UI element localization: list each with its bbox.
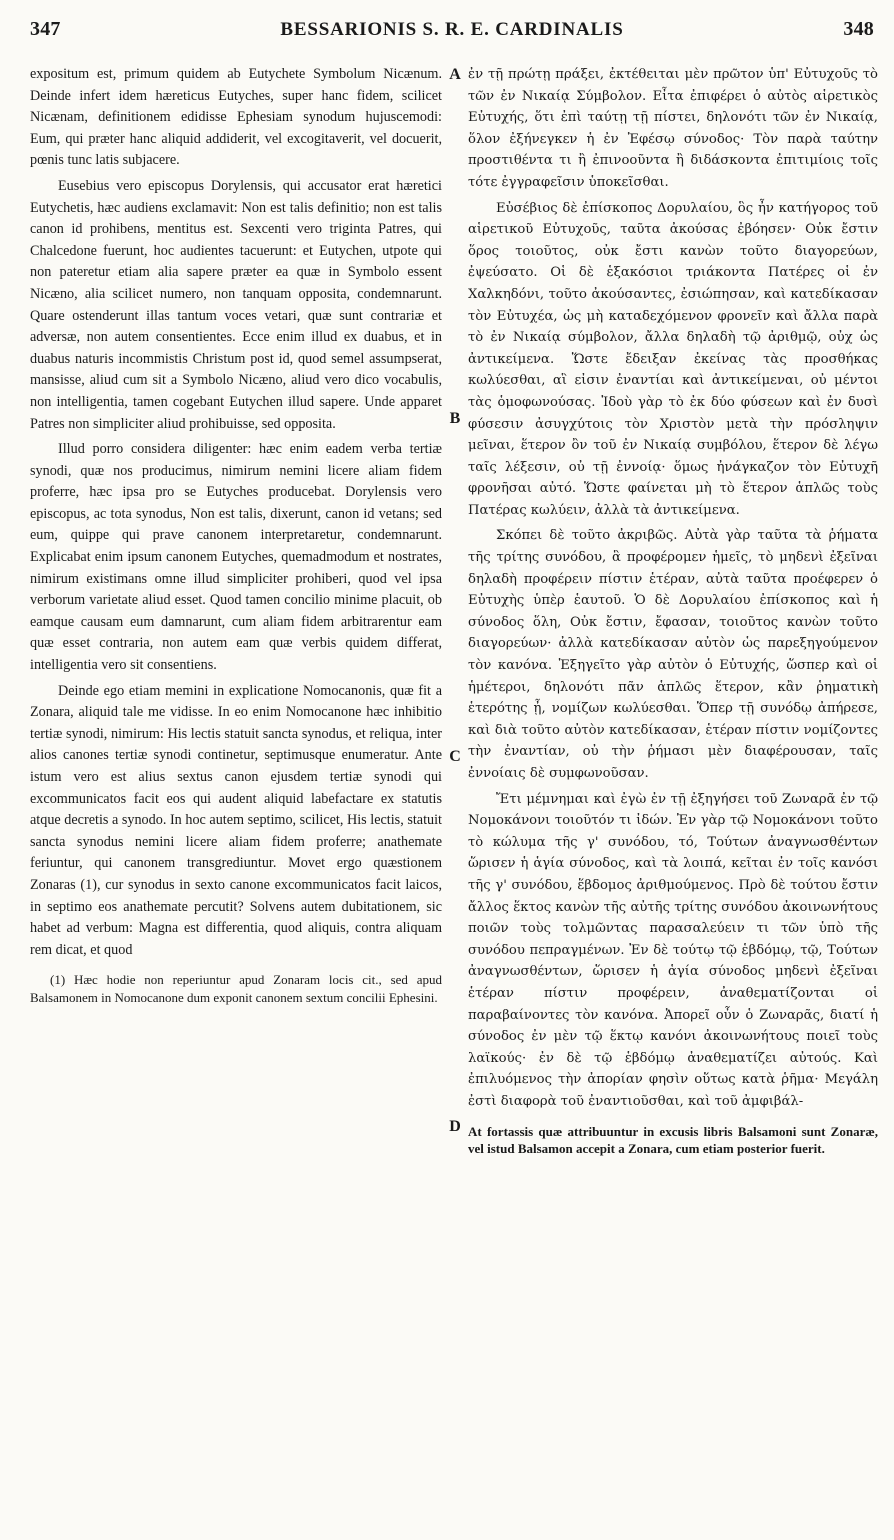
latin-paragraph: Illud porro considera diligenter: hæc enim eadem verba tertiæ synodi, quæ nos producimus, nimirum nemini licere aliam fidem proferre, hæc ipsa pro se Eutyches producebat. Dorylensis vero episcopus, ac tota synodus, Non est talis, dixerunt, canon id vetans; sed eum, quippe qui prave canonem interpretaretur, condemnarunt. Explicabat enim ipsum canonem Eutyches, quemadmodum et nostrates, nimirum existimans omne illud simpliciter prohiberi, quod vel ipsa verborum varietate aliud esset. Quod tamen concilio minime placuit, ob eamque causam eum damnarunt, cum aliam fidem arbitrarentur eam quæ esset contraria, non autem eam quæ verbis quidem differat, intelligentia vero sit consentiens. [30,441,442,674]
latin-paragraph: Eusebius vero episcopus Dorylensis, qui accusator erat hæretici Eutychetis, hæc audiens exclamavit: Non est talis definitio; non est talis canon id prohibens, mentitus est. Sexcenti vero triginta Patres, qui Chalcedone fuerunt, hoc audientes tacuerunt: et Eutychen, utpote qui non pateretur etiam alia sapere præter ea quæ in Symbolo essent Nicæno, alia scilicet numero, non tanquam opposita, condemnarunt. Quare ostenderunt illas tantum voces vetari, quæ sunt contrariæ et adversæ, non autem consentientes. Ecce enim illud ex duabus, et in duabus naturis incommistis Christum post id, quod semel assumpserat, mansisse, aliud cum sit a Symbolo Nicæno, aliud vero dico vocabulis, non intelligentia, tamen cogebant Eutychen illud sapere. Unde apparet Patres non simpliciter aliud prohibuisse, sed opposita. [30,177,442,432]
editorial-note: At fortassis quæ attribuuntur in excusis libris Balsamoni sunt Zonaræ, vel istud Balsamon accepit a Zonara, cum etiam posterior fuerit. [468,1123,878,1156]
latin-paragraph: expositum est, primum quidem ab Eutychete Symbolum Nicænum. Deinde infert idem hæreticus Eutyches, super hanc fidem, scilicet Nicænam, definitionem edidisse Ephesiam synodum hujuscemodi: Eum, qui præter hanc aliquid addiderit, vel excogitaverit, vel docuerit, pœnis tunc latis subjacere. [30,66,442,169]
section-marker-b: B [449,410,461,427]
running-header [30,18,874,52]
greek-paragraph: Ἔτι μέμνημαι καὶ ἐγὼ ἐν τῇ ἐξηγήσει τοῦ Ζωναρᾶ ἐν τῷ Νομοκάνονι τοιοῦτόν τι ἰδών. Ἐν γὰρ τῷ Νομοκάνονι τοῦτο τὸ κώλυμα τῆς γ' συνόδου, τό, Τούτων ἀναγνωσθέντων ὥρισεν ἡ ἁγία σύνοδος, καὶ τὰ λοιπά, κεῖται ἐν τοῖς κανόσι τῆς γ' συνόδου, ἕβδομος ἀριθμούμενος. Πρὸ δὲ τούτου ἔστιν ἄλλος ἕκτος κανὼν τῆς αὐτῆς τρίτης συνόδου ἀκοινωνήτους ποιῶν τοὺς τολμῶντας παρασαλεύειν τι τῶν ὑπὸ τῆς συνόδου πεπραγμένων. Ἐν δὲ τούτῳ τῷ ἑβδόμῳ, τῷ, Τούτων ἀναγνωσθέντων, ὥρισεν ἡ ἁγία σύνοδος μηδενὶ ἐξεῖναι ἑτέραν πίστιν προφέρειν, ἀναθεματίζονται οἱ παραβαίνοντες τὸν κανόνα. Ἀπορεῖ οὖν ὁ Ζωναρᾶς, διατί ἡ σύνοδος ἐν μὲν τῷ ἕκτῳ κανόνι ἀκοινωνήτους ποιεῖ τοὺς λαϊκούς· ἐν δὲ τῷ ἑβδόμῳ ἀναθεματίζει αὐτούς. Καὶ ἐπιλυόμενος τὴν ἀπορίαν φησὶν οὕτως κατὰ ῥῆμα· Μεγάλη ἐστὶ διαφορὰ τοῦ ἐναντιοῦσθαι, καὶ τοῦ ἀμφιβάλ- [468,791,878,1109]
footnote: (1) Hæc hodie non reperiuntur apud Zonaram locis cit., sed apud Balsamonem in Nomocanone dum exponit canonem sextum concilii Ephesini. [30,972,442,1005]
running-title: BESSARIONIS S. R. E. CARDINALIS [280,19,624,40]
section-marker-a: A [449,66,461,83]
section-marker-d: D [449,1118,461,1135]
greek-paragraph: Σκόπει δὲ τοῦτο ἀκριβῶς. Αὐτὰ γὰρ ταῦτα τὰ ῥήματα τῆς τρίτης συνόδου, ἃ προφέρομεν ἡμεῖς, τὸ μηδενὶ ἐξεῖναι δηλαδὴ προφέρειν πίστιν ἑτέραν, αὐτὰ ταῦτα προέφερεν ὁ Εὐτυχὴς ὑπὲρ ἑαυτοῦ. Ὁ δὲ Δορυλαίου ἐπίσκοπος καὶ ἡ σύνοδος ὅλη, Οὐκ ἔστιν, ἔφασαν, τοιοῦτος κανὼν τοῦτο διαγορεύων· ἀλλὰ κατεδίκασαν αὐτὸν ὡς παρεξηγούμενον τὸν κανόνα. Ἐξηγεῖτο γὰρ αὐτὸν ὁ Εὐτυχής, ὥσπερ καὶ οἱ ἡμέτεροι, δηλονότι πᾶν ἁπλῶς ἕτερον, κἂν ῥηματικὴ ἑτερότης ᾖ, νομίζων κωλύεσθαι. Ὅπερ τῇ συνόδῳ ἀπήρεσε, καὶ διὰ τοῦτο αὐτὸν κατεδίκασαν, ἑτέραν πίστιν νομίζοντες τὴν ἐναντίαν, οὐ τὴν ῥήμασι μὲν διαφέρουσαν, ταῖς ἐννοίαις δὲ συμφωνοῦσαν. [468,528,878,781]
greek-paragraph: Εὐσέβιος δὲ ἐπίσκοπος Δορυλαίου, ὃς ἦν κατήγορος τοῦ αἱρετικοῦ Εὐτυχοῦς, ταῦτα ἀκούσας ἐβόησεν· Οὐκ ἔστιν ὅρος τοιοῦτος, οὐκ ἔστι κανὼν τοῦτο διαγορεύων, ἐψεύσατο. Οἱ δὲ ἑξακόσιοι τριάκοντα Πατέρες οἱ ἐν Χαλκηδόνι, τοῦτο ἀκούσαντες, ἐσιώπησαν, καὶ κατεδίκασαν τὸν Εὐτυχέα, ὡς μὴ καταδεχόμενον φρονεῖν καὶ ἄλλα παρὰ τὸ ἐν Νικαίᾳ σύμβολον, ἄλλα δηλαδὴ τῷ ἀριθμῷ, οὐχ ὡς ἀντικείμενα. Ὥστε ἔδειξαν ἐκείνας τὰς προσθήκας κωλύεσθαι, αἳ εἰσιν ἐναντίαι καὶ ἀντικείμεναι, οὐ μέντοι τὰς ὁμοφωνούσας. Ἰδοὺ γὰρ τὸ ἐκ δύο φύσεων καὶ ἐν δυσὶ φύσεσιν ἀσυγχύτοις τὸν Χριστὸν μετὰ τὴν πρόσληψιν μεῖναι, ἕτερον ὂν τοῦ ἐν Νικαίᾳ συμβόλου, ἕτερον δὲ λέγω ταῖς λέξεσιν, οὐ τῇ ἐννοίᾳ· ὅμως ἠνάγκαζον τὸν Εὐτυχῆ φρονῆσαι αὐτό. Ὥστε φαίνεται μὴ τὸ ἕτερον ἁπλῶς τοὺς Πατέρας κωλύειν, ἀλλὰ τὰ ἀντικείμενα. [468,200,878,518]
right-page-number: 348 [843,18,874,40]
section-marker-c: C [449,748,461,765]
greek-paragraph: ἐν τῇ πρώτῃ πράξει, ἐκτέθειται μὲν πρῶτον ὑπ' Εὐτυχοῦς τὸ τῶν ἐν Νικαίᾳ Σύμβολον. Εἶτα ἐπιφέρει ὁ αὐτὸς αἱρετικὸς Εὐτυχής, ὅτι ἐπὶ ταύτῃ τῇ πίστει, δηλονότι τῶν ἐν Νικαίᾳ, ὅλον ἐξήνεγκεν ἡ ἐν Ἐφέσῳ σύνοδος· Τὸν παρὰ ταύτην προστιθέντα τι ἢ ἐπινοοῦντα ἢ διδάσκοντα ἐπιτιμίοις τοῖς τότε ἐγγραφεῖσιν ὑποκεῖσθαι. [468,67,878,190]
left-page-number: 347 [30,18,61,40]
latin-column [30,64,442,1010]
greek-column [468,64,878,1162]
latin-paragraph: Deinde ego etiam memini in explicatione Nomocanonis, quæ fit a Zonara, aliquid tale me vidisse. In eo enim Nomocanone hæc inhibitio tertiæ synodi, nimirum: His lectis statuit sancta synodus, et reliqua, inter alios canones tertiæ synodi continetur, septimusque enumeratur. Ante istum vero est alius sextus canon ejusdem tertiæ synodi qui excommunicatos facit eos qui audent aliquid labefactare ex statutis atque decretis a synodo. In hoc autem septimo, scilicet, His lectis, statuit sancta synodus nemini licere aliam fidem proferre; anathemate feriuntur, qui canonem transgrediuntur. Movet ergo quæstionem Zonaras (1), cur synodus in sexto canone excommunicatos facit laicos, in septimo eos anathemate percutit? Solvens autem dubitationem, sic habet ad verbum: Magna est differentia, quod aliquis, contra aliquam rem dicat, et quod [30,682,442,958]
